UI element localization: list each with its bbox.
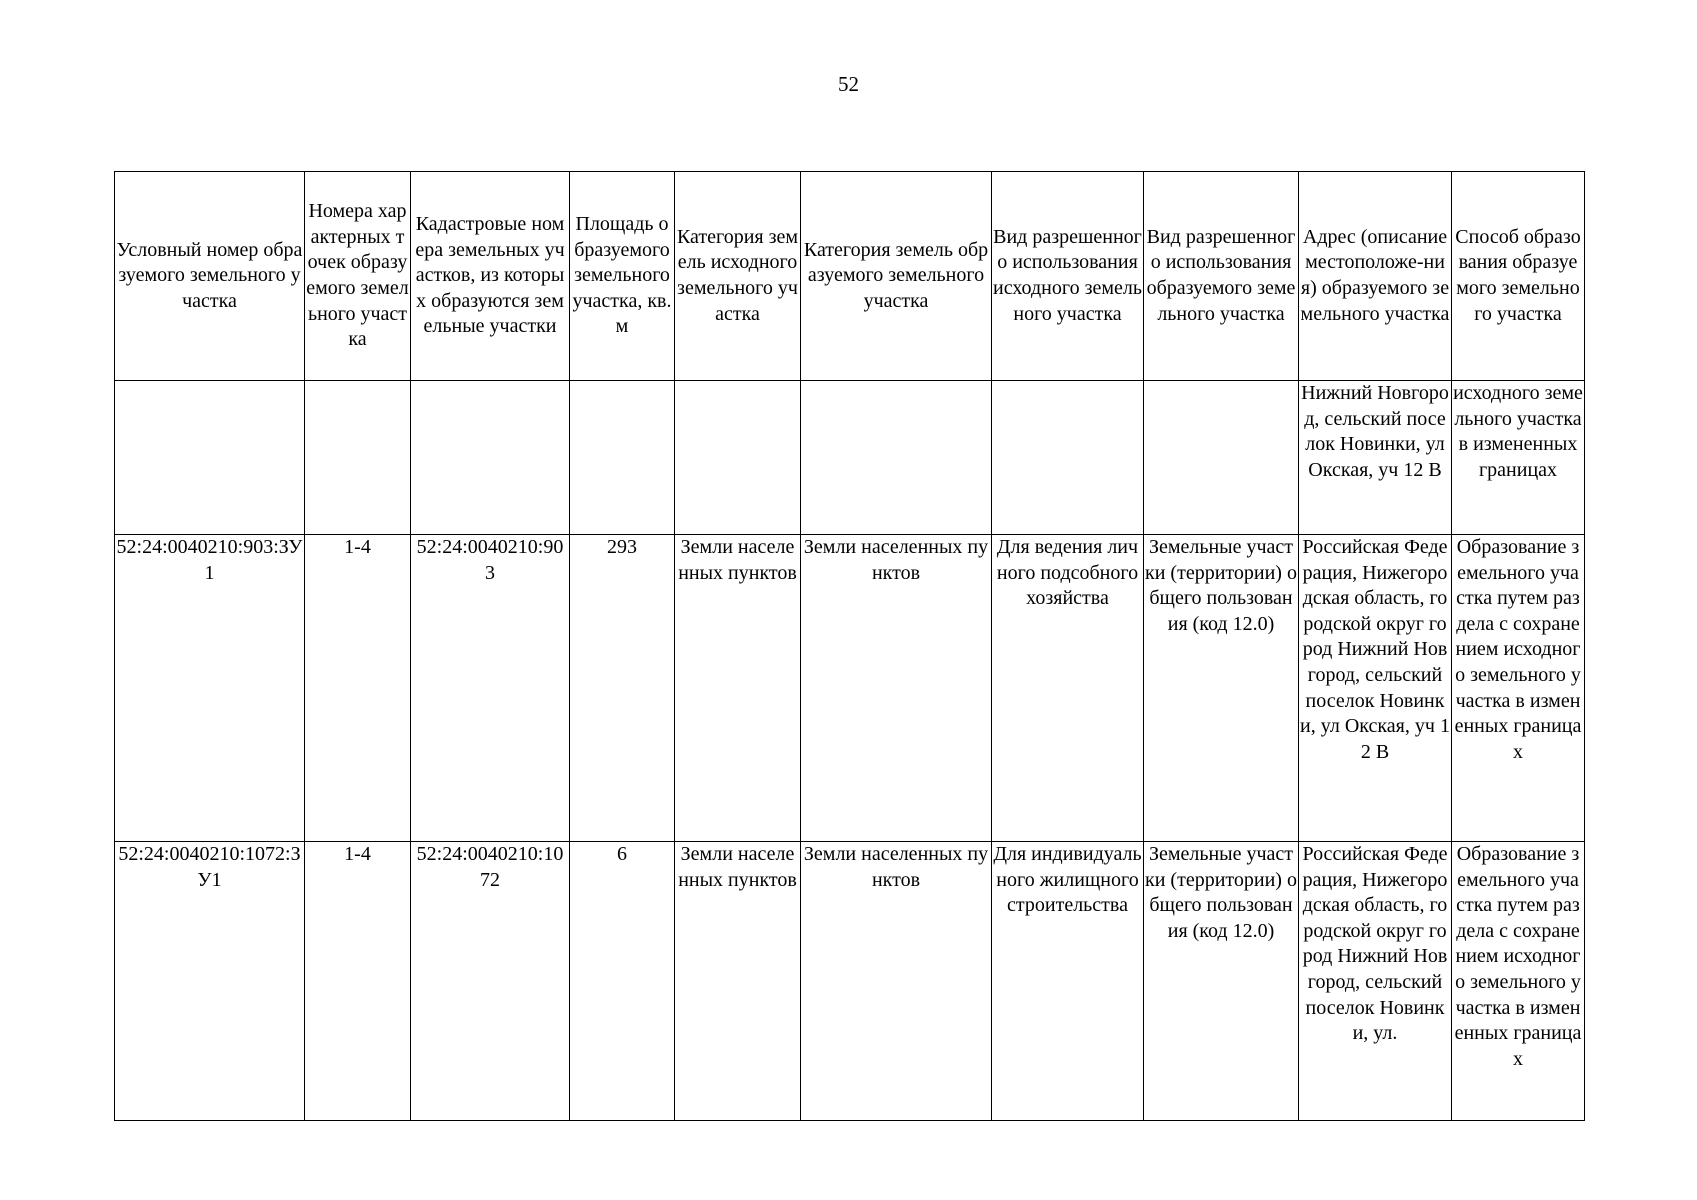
- header-source-land-category: Категория земель исходного земельного участка: [675, 172, 801, 381]
- cell-address: Российская Федерация, Нижегородская область, городской округ город Нижний Новгород, сельский поселок Новинки, ул Окская, уч 12 В: [1299, 535, 1452, 842]
- header-plot-number: Условный номер образуемого земельного участка: [115, 172, 305, 381]
- cell-new-permitted-use: [1144, 381, 1299, 535]
- cell-source-permitted-use: Для индивидуального жилищного строительства: [992, 842, 1144, 1121]
- cell-plot-number: 52:24:0040210:903:ЗУ1: [115, 535, 305, 842]
- cell-formation-method: Образование земельного участка путем раздела с сохранением исходного земельного участка в измененных границах: [1452, 842, 1585, 1121]
- cell-plot-number: [115, 381, 305, 535]
- cell-new-land-category: [801, 381, 992, 535]
- cell-address: Нижний Новгород, сельский поселок Новинки, ул Окская, уч 12 В: [1299, 381, 1452, 535]
- header-formation-method: Способ образования образуемого земельного участка: [1452, 172, 1585, 381]
- cell-area: 293: [570, 535, 675, 842]
- cell-area: 6: [570, 842, 675, 1121]
- table-row: [115, 535, 1585, 842]
- cell-plot-number: 52:24:0040210:1072:ЗУ1: [115, 842, 305, 1121]
- cell-new-permitted-use: Земельные участки (территории) общего пользования (код 12.0): [1144, 842, 1299, 1121]
- page-number: 52: [838, 72, 859, 96]
- header-source-cadastral-numbers: Кадастровые номера земельных участков, из которых образуются земельные участки: [411, 172, 570, 381]
- header-area: Площадь образуемого земельного участка, кв.м: [570, 172, 675, 381]
- header-point-numbers: Номера характерных точек образуемого земельного участка: [305, 172, 411, 381]
- cell-source-land-category: Земли населенных пунктов: [675, 535, 801, 842]
- cell-address: Российская Федерация, Нижегородская область, городской округ город Нижний Новгород, сельский поселок Новинки, ул.: [1299, 842, 1452, 1121]
- cell-formation-method: Образование земельного участка путем раздела с сохранением исходного земельного участка в измененных границах: [1452, 535, 1585, 842]
- cell-point-numbers: 1-4: [305, 535, 411, 842]
- cell-new-permitted-use: Земельные участки (территории) общего пользования (код 12.0): [1144, 535, 1299, 842]
- table-row: [115, 381, 1585, 535]
- cell-source-permitted-use: [992, 381, 1144, 535]
- header-new-land-category: Категория земель образуемого земельного участка: [801, 172, 992, 381]
- cell-source-permitted-use: Для ведения личного подсобного хозяйства: [992, 535, 1144, 842]
- cell-source-cadastral-number: [411, 381, 570, 535]
- land-plots-table: [114, 171, 1585, 1121]
- header-new-permitted-use: Вид разрешенного использования образуемого земельного участка: [1144, 172, 1299, 381]
- table-row: [115, 842, 1585, 1121]
- cell-source-cadastral-number: 52:24:0040210:1072: [411, 842, 570, 1121]
- cell-formation-method: исходного земельного участка в измененных границах: [1452, 381, 1585, 535]
- cell-source-cadastral-number: 52:24:0040210:903: [411, 535, 570, 842]
- cell-source-land-category: [675, 381, 801, 535]
- header-source-permitted-use: Вид разрешенного использования исходного земельного участка: [992, 172, 1144, 381]
- cell-new-land-category: Земли населенных пунктов: [801, 842, 992, 1121]
- cell-area: [570, 381, 675, 535]
- cell-point-numbers: [305, 381, 411, 535]
- cell-point-numbers: 1-4: [305, 842, 411, 1121]
- table-header-row: [115, 172, 1585, 381]
- header-address: Адрес (описание местоположе-ния) образуемого земельного участка: [1299, 172, 1452, 381]
- cell-source-land-category: Земли населенных пунктов: [675, 842, 801, 1121]
- cell-new-land-category: Земли населенных пунктов: [801, 535, 992, 842]
